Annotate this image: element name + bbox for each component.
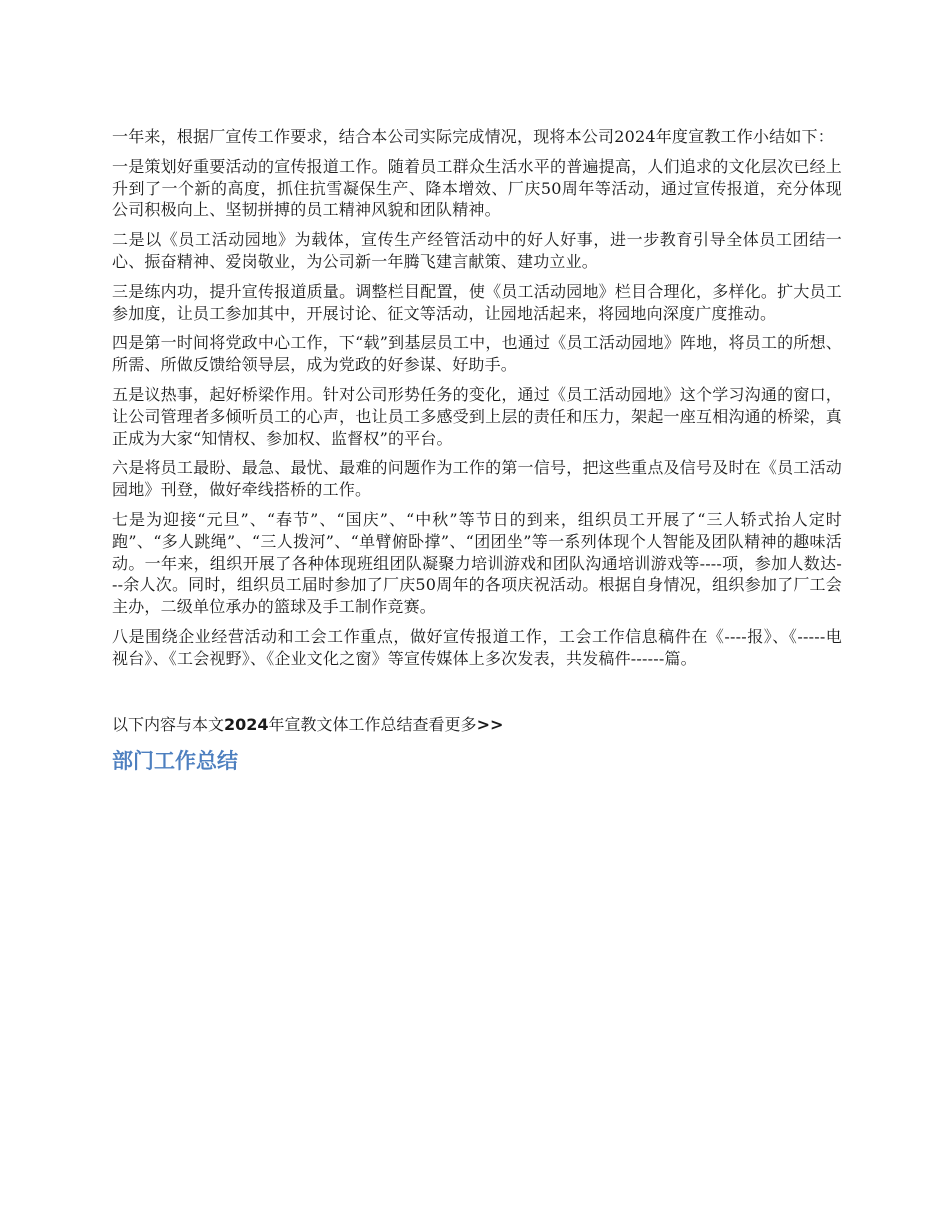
paragraph-item-8: 八是围绕企业经营活动和工会工作重点，做好宣传报道工作，工会工作信息稿件在《----报》、《-----电视台》、《工会视野》、《企业文化之窗》等宣传媒体上多次发表，共发稿件------篇。	[112, 626, 842, 668]
related-more-link[interactable]	[112, 714, 842, 736]
paragraph-item-4: 四是第一时间将党政中心工作，下“载”到基层员工中，也通过《员工活动园地》阵地，将员工的所想、所需、所做反馈给领导层，成为党政的好参谋、好助手。	[112, 333, 842, 375]
more-link-middle: 年宣教文体工作总结查看更多	[268, 714, 477, 734]
paragraph-item-6: 六是将员工最盼、最急、最忧、最难的问题作为工作的第一信号，把这些重点及信号及时在《员工活动园地》刊登，做好牵线搭桥的工作。	[112, 458, 842, 500]
paragraph-item-7: 七是为迎接“元旦”、“春节”、“国庆”、“中秋”等节日的到来，组织员工开展了“三人轿式抬人定时跑”、“多人跳绳”、“三人拨河”、“单臂俯卧撑”、“团团坐”等一系列体现个人智能及团队精神的趣味活动。一年来，组织开展了各种体现班组团队凝聚力培训游戏和团队沟通培训游戏等----项，参加人数达---余人次。同时，组织员工届时参加了厂庆50周年的各项庆祝活动。根据自身情况，组织参加了厂工会主办，二级单位承办的篮球及手工制作竞赛。	[112, 509, 842, 617]
intro-paragraph: 一年来，根据厂宣传工作要求，结合本公司实际完成情况，现将本公司2024年度宣教工作小结如下：	[112, 127, 834, 146]
paragraph-item-2: 二是以《员工活动园地》为载体，宣传生产经管活动中的好人好事，进一步教育引导全体员工团结一心、振奋精神、爱岗敬业，为公司新一年腾飞建言献策、建功立业。	[112, 230, 842, 271]
section-title-department-summary[interactable]: 部门工作总结	[112, 748, 238, 773]
document-body	[112, 126, 842, 776]
paragraph-item-5: 五是议热事，起好桥梁作用。针对公司形势任务的变化，通过《员工活动园地》这个学习沟通的窗口，让公司管理者多倾听员工的心声，也让员工多感受到上层的责任和压力，架起一座互相沟通的桥梁，真正成为大家“知情权、参加权、监督权”的平台。	[112, 384, 842, 448]
paragraph-item-3: 三是练内功，提升宣传报道质量。调整栏目配置，使《员工活动园地》栏目合理化，多样化。扩大员工参加度，让员工参加其中，开展讨论、征文等活动，让园地活起来，将园地向深度广度推动。	[112, 281, 842, 323]
more-link-year: 2024	[224, 714, 269, 734]
more-link-prefix: 以下内容与本文	[112, 714, 225, 734]
paragraph-item-1: 一是策划好重要活动的宣传报道工作。随着员工群众生活水平的普遍提高，人们追求的文化层次已经上升到了一个新的高度，抓住抗雪凝保生产、降本增效、厂庆50周年等活动，通过宣传报道，充分体现公司积极向上、坚韧拼搏的员工精神风貌和团队精神。	[112, 156, 842, 220]
more-link-arrows: >>	[476, 714, 504, 734]
